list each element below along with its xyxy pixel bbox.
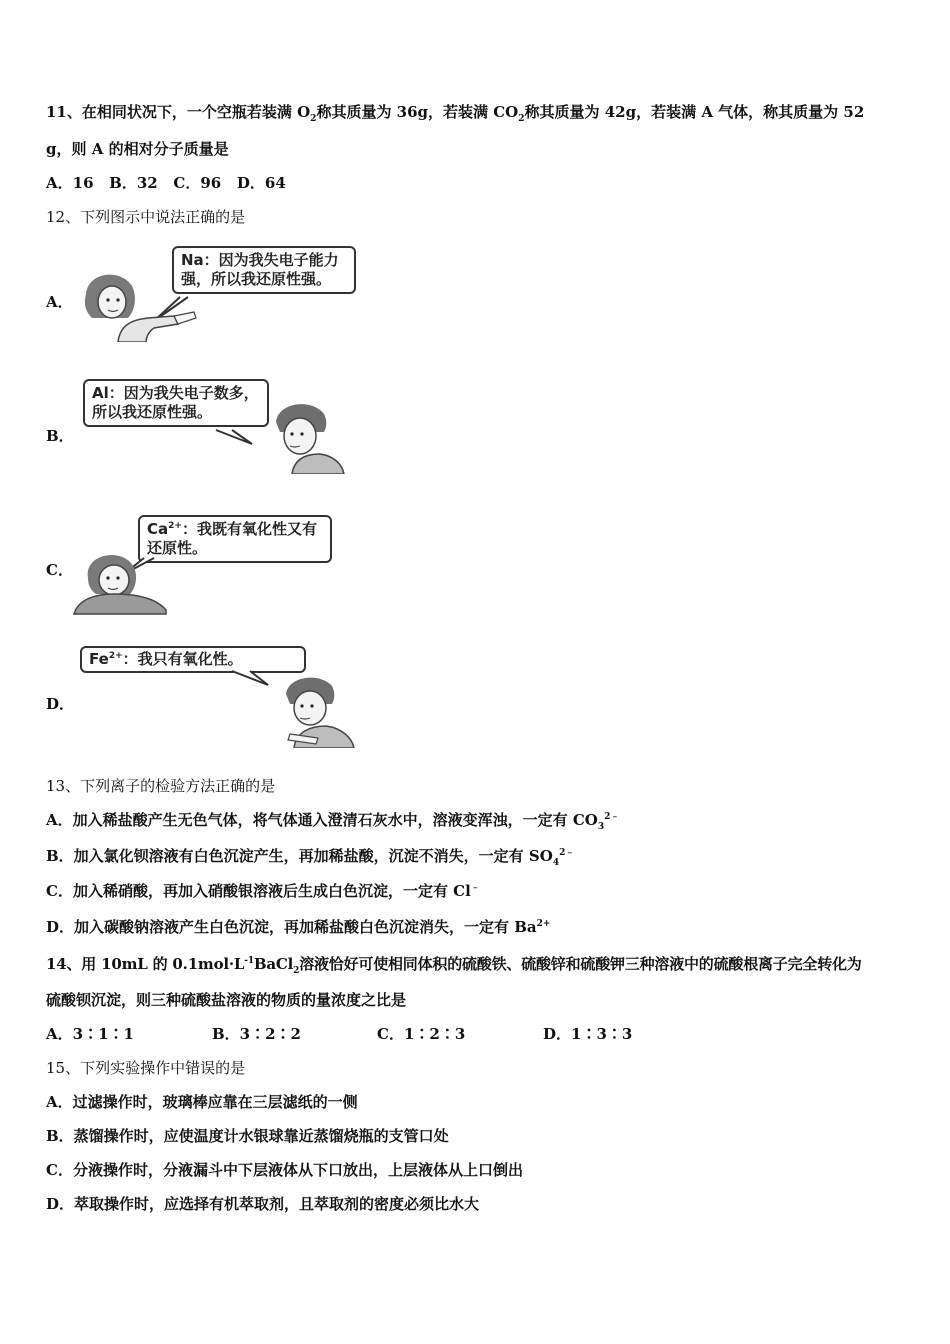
q13-option-c: [46, 881, 480, 901]
q13-option-b-subscript: 4: [552, 858, 560, 868]
q11-text-c: 称其质量为 42g，若装满 A 气体，称其质量为 52: [524, 103, 865, 121]
q11-line1: [46, 102, 864, 122]
q13-option-a-charge: 2﹣: [604, 812, 620, 822]
q12-bubble-c-text: ：我既有氧化性又有还原性。: [147, 520, 317, 557]
q12-option-b-label: B．: [46, 427, 74, 445]
q13-option-b: [46, 846, 574, 866]
q14-option-c: C．1∶2∶3: [377, 1025, 466, 1043]
q14-line1: [46, 954, 862, 974]
q13-stem: 13、下列离子的检验方法正确的是: [46, 777, 276, 795]
q13-option-c-charge: ﹣: [470, 883, 480, 893]
q14-option-d: D．1∶3∶3: [543, 1025, 633, 1043]
q14-text-c: 溶液恰好可使相同体积的硫酸铁、硫酸锌和硫酸钾三种溶液中的硫酸根离子完全转化为: [299, 955, 862, 973]
q14-text-a: 14、用 10mL 的 0.1mol·L: [46, 955, 245, 973]
q12-option-a-label: A．: [46, 293, 73, 311]
q12-option-d-label: D．: [46, 695, 75, 713]
q13-option-b-charge: 2﹣: [559, 848, 575, 858]
q13-option-b-text: B．加入氯化钡溶液有白色沉淀产生，再加稀盐酸，沉淀不消失，一定有 SO: [46, 847, 553, 865]
q11-o2-subscript: 2: [310, 114, 317, 124]
girl-figure-icon: [78, 266, 198, 342]
q12-stem: 12、下列图示中说法正确的是: [46, 208, 246, 226]
q11-line2: g，则 A 的相对分子质量是: [46, 140, 229, 158]
q14-line2: 硫酸钡沉淀，则三种硫酸盐溶液的物质的量浓度之比是: [46, 991, 407, 1009]
q13-option-c-text: C．加入稀硝酸，再加入硝酸银溶液后生成白色沉淀，一定有 Cl: [46, 882, 471, 900]
boy-figure-icon: [262, 398, 358, 474]
q12-bubble-d-ion: Fe: [89, 650, 109, 668]
q13-option-a-subscript: 3: [597, 822, 605, 832]
q12-bubble-d-charge: 2+: [108, 651, 123, 661]
q15-option-d: D．萃取操作时，应选择有机萃取剂，且萃取剂的密度必须比水大: [46, 1195, 480, 1213]
q15-option-a: A．过滤操作时，玻璃棒应靠在三层滤纸的一侧: [46, 1093, 358, 1111]
q12-option-c-label: C．: [46, 561, 73, 579]
woman-figure-icon: [70, 548, 174, 618]
q11-co2-subscript: 2: [518, 114, 525, 124]
q12-bubble-b: Al：因为我失电子数多，所以我还原性强。: [83, 379, 269, 427]
q15-stem: 15、下列实验操作中错误的是: [46, 1059, 246, 1077]
q13-option-d: [46, 917, 550, 937]
q11-text-b: 称其质量为 36g，若装满 CO: [316, 103, 519, 121]
q13-option-d-text: D．加入碳酸钠溶液产生白色沉淀，再加稀盐酸白色沉淀消失，一定有 Ba: [46, 918, 537, 936]
q12-bubble-d-text: ：我只有氧化性。: [122, 650, 243, 668]
q14-text-b: BaCl: [253, 955, 294, 973]
q11-text-a: 11、在相同状况下，一个空瓶若装满 O: [46, 103, 311, 121]
q11-options: A．16 B．32 C．96 D．64: [46, 174, 286, 192]
q13-option-d-charge: 2+: [536, 919, 551, 929]
q13-option-a: [46, 810, 619, 830]
q12-bubble-c-ion: Ca: [147, 520, 169, 538]
q14-option-a: A．3∶1∶1: [46, 1025, 134, 1043]
q13-option-a-text: A．加入稀盐酸产生无色气体，将气体通入澄清石灰水中，溶液变浑浊，一定有 CO: [46, 811, 598, 829]
boy-pointing-figure-icon: [270, 672, 364, 748]
q14-option-b: B．3∶2∶2: [212, 1025, 301, 1043]
q14-bacl-subscript: 2: [293, 966, 300, 976]
q14-unit-superscript: -1: [244, 956, 254, 966]
q12-bubble-c-charge: 2+: [168, 521, 182, 531]
q15-option-c: C．分液操作时，分液漏斗中下层液体从下口放出，上层液体从上口倒出: [46, 1161, 523, 1179]
q15-option-b: B．蒸馏操作时，应使温度计水银球靠近蒸馏烧瓶的支管口处: [46, 1127, 449, 1145]
q12-bubble-a: Na：因为我失电子能力强，所以我还原性强。: [172, 246, 356, 294]
